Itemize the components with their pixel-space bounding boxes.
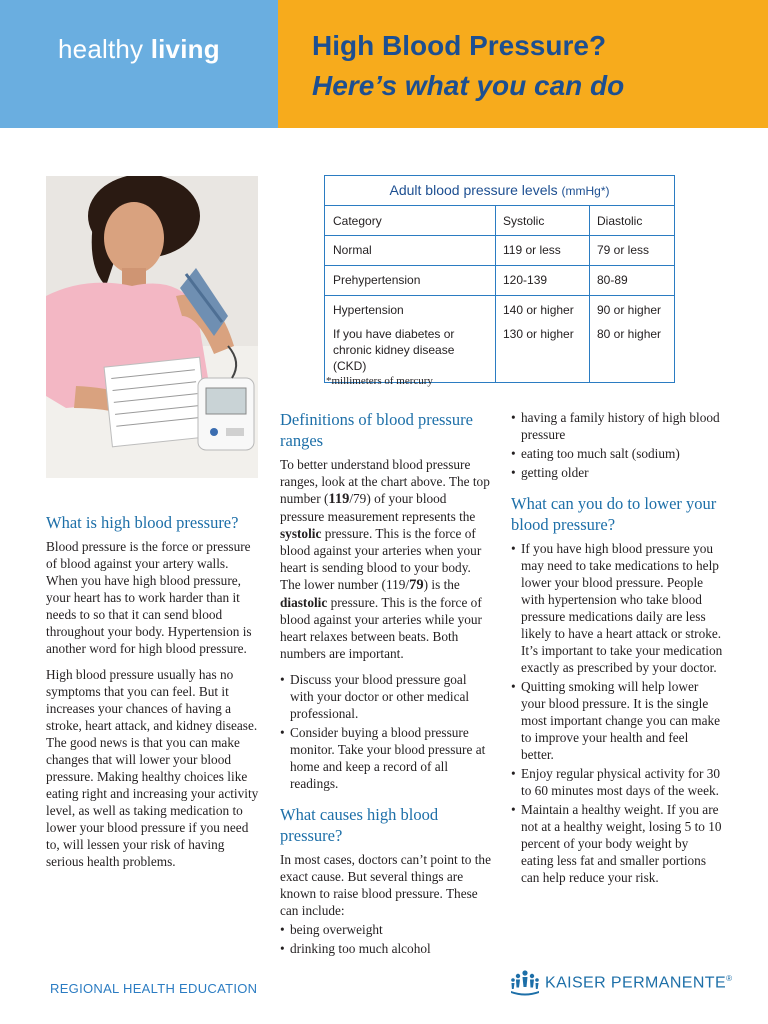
list-item: • drinking too much alcohol	[280, 940, 492, 957]
bullet-list	[511, 540, 723, 886]
paragraph: High blood pressure usually has no symptoms that you can feel. But it increases your chances of having a stroke, heart attack, and kidney disease. The good news is that you can make changes that will lower your blood pressure. Making healthy choices like eating right and increasing your activity level, as well as taking medication to lower your blood pressure if you need to, will lessen your risk of having serious health problems.	[46, 667, 259, 869]
list-item: • If you have high blood pressure you may need to take medications to help lower your blood pressure. People with hypertension who take blood pressure medications daily are less likely to have a heart attack or stroke. It’s important to take your medication exactly as prescribed by your doctor.	[511, 540, 723, 676]
column-header-systolic: Systolic	[496, 206, 590, 235]
table-unit: (mmHg*)	[561, 184, 610, 198]
brand-bold: living	[150, 34, 220, 64]
list-item: • Discuss your blood pressure goal with your doctor or other medical professional.	[280, 671, 492, 722]
header-orange-panel	[278, 0, 768, 128]
list-item: • Maintain a healthy weight. If you are not at a healthy weight, losing 5 to 10 percent of your body weight by eating less fat and smaller portions can help reduce your risk.	[511, 801, 723, 886]
list-item: • eating too much salt (sodium)	[511, 445, 723, 462]
kaiser-permanente-people-icon	[511, 969, 539, 997]
page-title: High Blood Pressure?	[312, 30, 607, 61]
column-what-can-you-do	[511, 409, 723, 888]
table-title: Adult blood pressure levels (mmHg*)	[325, 176, 674, 206]
blood-pressure-table	[324, 175, 675, 383]
table-footnote: *millimeters of mercury	[326, 375, 433, 387]
table-cell: 90 or higher 80 or higher	[597, 303, 662, 341]
table-cell: 79 or less	[597, 243, 650, 257]
heading-what-can-you-do: What can you do to lower your blood pressure?	[511, 494, 717, 534]
list-item: • being overweight	[280, 921, 492, 938]
heading-what-causes: What causes high blood pressure?	[280, 805, 439, 845]
brand-title	[58, 34, 220, 65]
table-cell: Normal	[325, 236, 496, 265]
paragraph: Blood pressure is the force or pressure of blood against your artery walls. When you have high blood pressure, your heart has to work harder than it needs to so that it can send blood throughout your body. Hypertension is another word for high blood pressure.	[46, 539, 252, 656]
list-item: • getting older	[511, 464, 723, 481]
paragraph: In most cases, doctors can’t point to the exact cause. But several things are known to raise blood pressure. These can include:	[280, 852, 491, 918]
footer-regional-health-education: REGIONAL HEALTH EDUCATION	[50, 981, 258, 996]
table-cell: 119 or less	[496, 236, 590, 265]
list-item: • Enjoy regular physical activity for 30 to 60 minutes most days of the week.	[511, 765, 723, 799]
table-cell	[325, 296, 496, 382]
table-header-row	[325, 206, 674, 236]
column-what-is	[46, 512, 260, 879]
bullet-list	[511, 409, 723, 481]
column-definitions	[280, 409, 492, 959]
heading-what-is-high-bp: What is high blood pressure?	[46, 513, 239, 532]
kaiser-permanente-wordmark: KAISER PERMANENTE®	[545, 973, 733, 992]
table-row	[325, 266, 674, 296]
table-cell: 80-89	[597, 273, 628, 287]
column-header-category: Category	[325, 206, 496, 235]
table-cell: Prehypertension	[325, 266, 496, 295]
paragraph-definitions: To better understand blood pressure ranges, look at the chart above. The top number (119/79) of your blood pressure measurement represents the systolic pressure. This is the force of blood against your arteries when your heart is sending blood to your body. The lower number (119/79) is the diastolic pressure. This is the force of blood against your arteries while your heart relaxes between beats. Both numbers are important.	[280, 457, 490, 661]
kaiser-permanente-logo	[511, 968, 732, 998]
category-diabetes-ckd: If you have diabetes or chronic kidney disease (CKD)	[333, 327, 455, 373]
table-cell: 140 or higher 130 or higher	[496, 296, 590, 382]
table-cell: 120-139	[496, 266, 590, 295]
list-item: • Quitting smoking will help lower your blood pressure. It is the single most important change you can make to improve your health and feel better.	[511, 678, 723, 763]
brand-light: healthy	[58, 34, 144, 64]
category-hypertension: Hypertension	[333, 303, 404, 317]
bullet-list	[280, 671, 492, 792]
woman-measuring-blood-pressure-photo	[46, 176, 258, 478]
column-header-diastolic: Diastolic	[597, 214, 643, 228]
list-item: • having a family history of high blood pressure	[511, 409, 723, 443]
bullet-list	[280, 921, 492, 957]
page-subtitle: Here’s what you can do	[312, 70, 625, 101]
header-blue-panel	[0, 0, 278, 128]
table-row	[325, 296, 674, 382]
table-row	[325, 236, 674, 266]
list-item: • Consider buying a blood pressure monitor. Take your blood pressure at home and keep a record of all readings.	[280, 724, 492, 792]
heading-definitions: Definitions of blood pressure ranges	[280, 410, 473, 450]
